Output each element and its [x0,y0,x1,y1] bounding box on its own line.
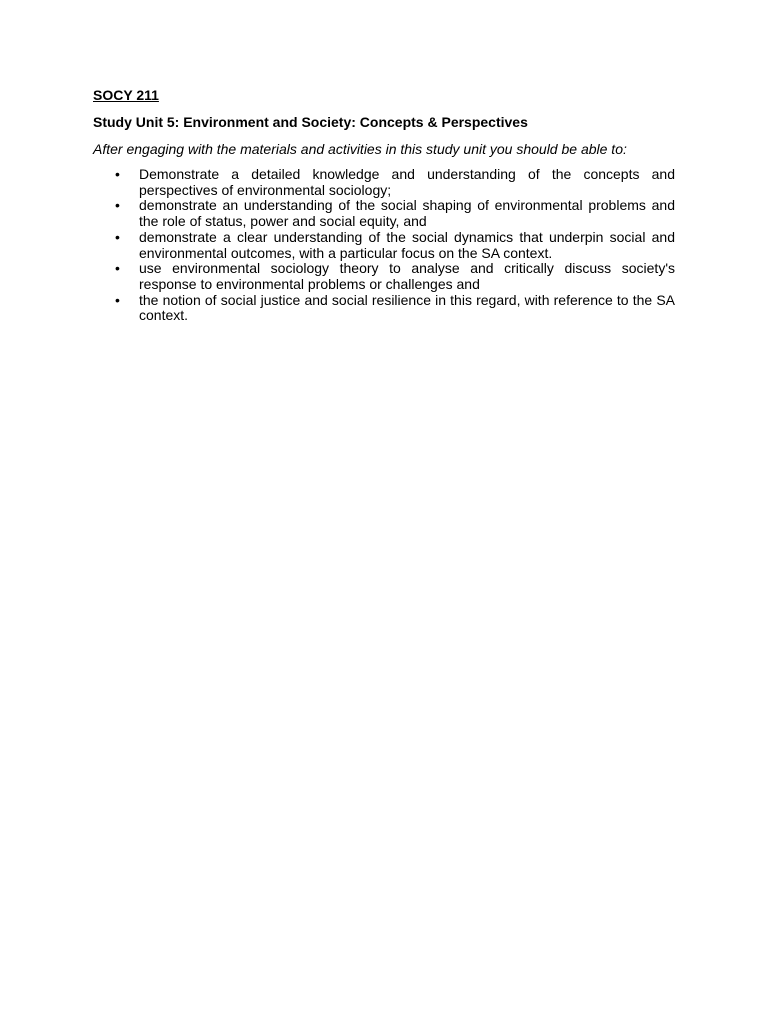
outcome-text: demonstrate a clear understanding of the social dynamics that underpin social and environmental outcomes, with a particular focus on the SA context. [139,228,675,261]
list-item [93,261,675,292]
list-item [93,230,675,261]
bullet-icon: • [115,166,120,182]
list-item [93,198,675,229]
list-item [93,293,675,324]
outcome-text: demonstrate an understanding of the social shaping of environmental problems and the role of status, power and social equity, and [139,197,675,230]
learning-outcomes-list [93,167,675,324]
document-page [93,86,675,324]
intro-text: After engaging with the materials and activities in this study unit you should be able to: [93,141,627,157]
outcome-text: the notion of social justice and social resilience in this regard, with reference to the SA context. [139,291,675,324]
outcome-text: Demonstrate a detailed knowledge and understanding of the concepts and perspectives of environmental sociology; [139,166,675,198]
course-code: SOCY 211 [93,87,159,103]
bullet-icon: • [115,260,120,277]
outcome-text: use environmental sociology theory to analyse and critically discuss society's response to environmental problems or challenges and [139,260,675,292]
list-item [93,167,675,198]
unit-title: Study Unit 5: Environment and Society: Concepts & Perspectives [93,114,528,130]
bullet-icon: • [115,228,120,245]
bullet-icon: • [115,291,120,308]
bullet-icon: • [115,197,120,214]
